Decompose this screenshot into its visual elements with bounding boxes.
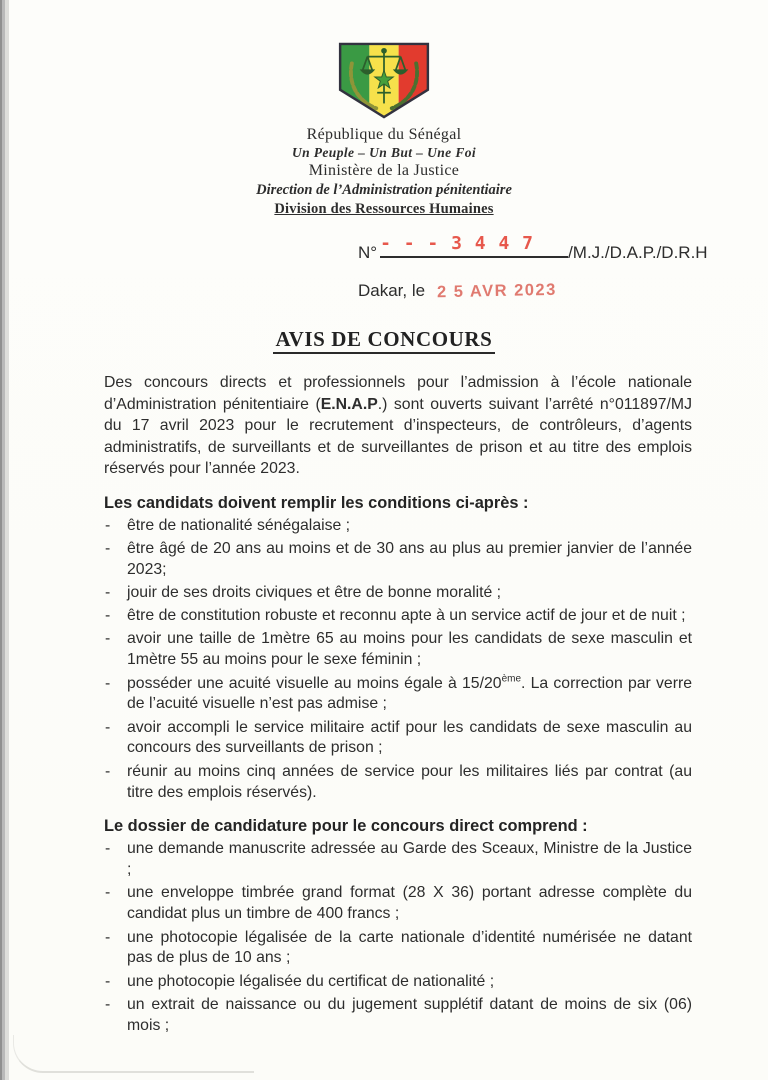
- stamped-number: - - - 3 4 4 7: [380, 233, 534, 254]
- date-line: [358, 281, 768, 301]
- stamped-date: 2 5 AVR 2023: [436, 280, 558, 302]
- dash-list: [104, 839, 692, 1036]
- intro-paragraph: Des concours directs et professionnels pour l’admission à l’école nationale d’Administration pénitentiaire (E.N.A.P.) sont ouverts suivant l’arrêté n°011897/MJ du 17 avril 2023 pour le recrutement d’inspecteurs, de contrôleurs, d’agents administratifs, de surveillants et de surveillantes de prison et au titre des emplois réservés pour l’année 2023.: [104, 374, 692, 477]
- list-item: - être de constitution robuste et reconnu apte à un service actif de jour et de nuit ;: [104, 606, 692, 627]
- document-title: AVIS DE CONCOURS: [0, 327, 768, 352]
- list-item: - un extrait de naissance ou du jugement supplétif datant de moins de six (06) mois ;: [104, 995, 692, 1037]
- list-item: - une photocopie légalisée du certificat de nationalité ;: [104, 972, 692, 993]
- place-label: Dakar, le: [358, 281, 426, 300]
- republic-name: République du Sénégal: [306, 126, 462, 143]
- section-heading: Les candidats doivent remplir les conditions ci-après :: [104, 493, 529, 512]
- reference-block: [358, 232, 768, 301]
- list-item: - une photocopie légalisée de la carte nationale d’identité numérisée ne datant pas de plus de 10 ans ;: [104, 928, 692, 970]
- number-blank-line: [380, 232, 568, 258]
- list-item: - avoir une taille de 1mètre 65 au moins pour les candidats de sexe masculin et 1mètre 55 au moins pour le sexe féminin ;: [104, 629, 692, 671]
- sections: [104, 494, 692, 1037]
- reference-number-line: [358, 232, 768, 263]
- list-item: - être âgé de 20 ans au moins et de 30 ans au plus au premier janvier de l’année 2023;: [104, 539, 692, 581]
- scan-corner-shadow: [13, 1035, 254, 1073]
- scan-edge-artifact: [0, 0, 9, 1080]
- reference-suffix: /M.J./D.A.P./D.R.H: [568, 243, 708, 262]
- division-name: Division des Ressources Humaines: [274, 201, 494, 217]
- direction-name: Direction de l’Administration pénitentiaire: [256, 182, 512, 198]
- list-item: - jouir de ses droits civiques et être de bonne moralité ;: [104, 583, 692, 604]
- ministry-name: Ministère de la Justice: [308, 162, 460, 179]
- dash-list: [104, 516, 692, 804]
- number-label: N°: [358, 243, 378, 262]
- letterhead: [0, 0, 768, 218]
- list-item: - posséder une acuité visuelle au moins égale à 15/20ème. La correction par verre de l’acuité visuelle n’est pas admise ;: [104, 674, 692, 716]
- list-item: - être de nationalité sénégalaise ;: [104, 516, 692, 537]
- list-item: - une enveloppe timbrée grand format (28 X 36) portant adresse complète du candidat plus un timbre de 400 francs ;: [104, 883, 692, 925]
- section-heading: Le dossier de candidature pour le concours direct comprend :: [104, 817, 588, 836]
- senegal-coat-of-arms-icon: [336, 42, 432, 120]
- list-item: - avoir accompli le service militaire actif pour les candidats de sexe masculin au concours des surveillants de prison ;: [104, 718, 692, 760]
- list-item: - réunir au moins cinq années de service pour les militaires liés par contrat (au titre des emplois réservés).: [104, 762, 692, 804]
- national-motto: Un Peuple – Un But – Une Foi: [291, 145, 477, 160]
- list-item: - une demande manuscrite adressée au Garde des Sceaux, Ministre de la Justice ;: [104, 839, 692, 881]
